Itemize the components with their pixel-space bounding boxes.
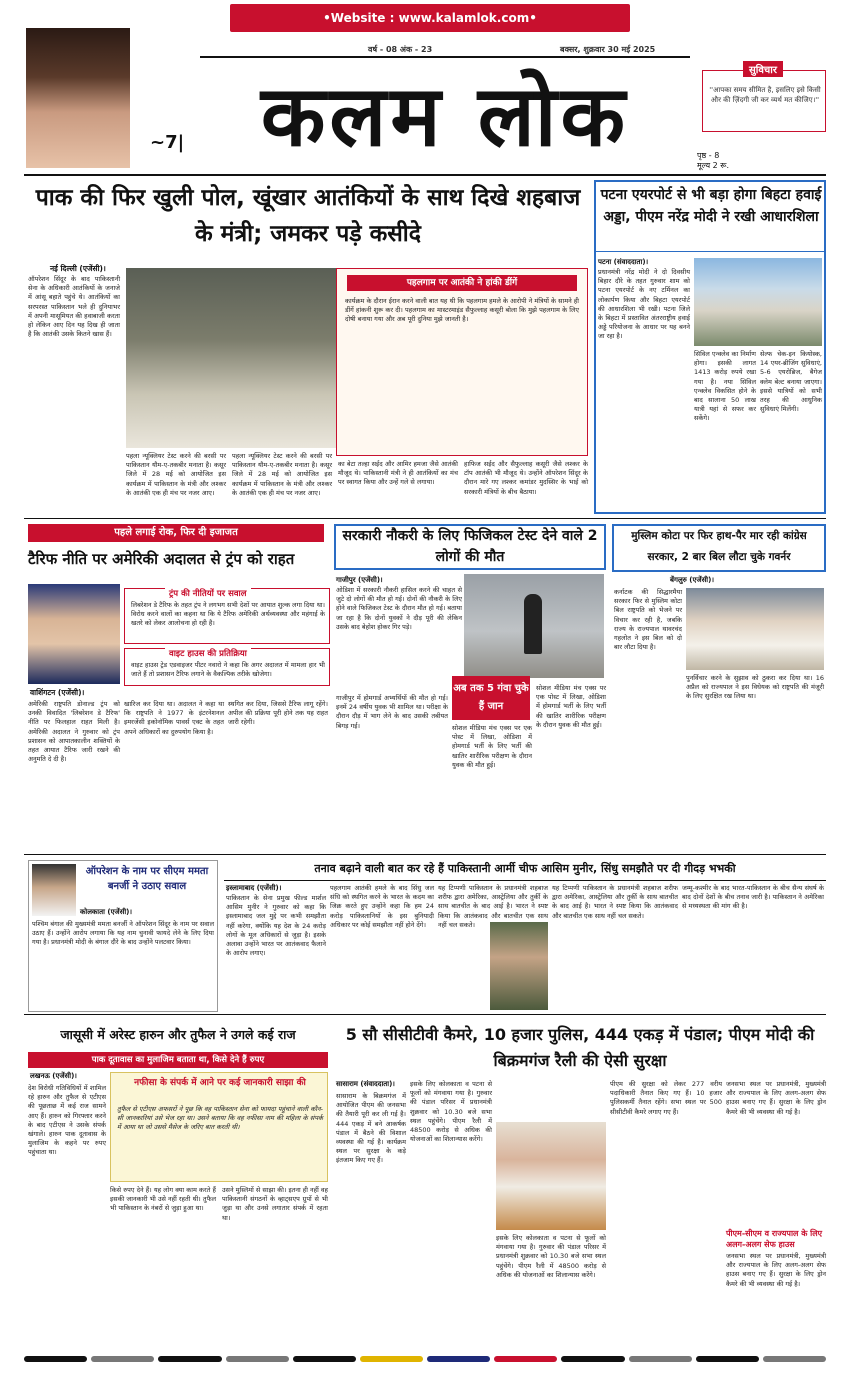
- munir-photo: [490, 922, 548, 1010]
- lead-headline[interactable]: पाक की फिर खुली पोल, खूंखार आतंकियों के साथ दिखे शहबाज के मंत्री; जमकर पड़े कसीदे: [35, 185, 581, 247]
- physical-dateline: गाजीपुर (एजेंसी)।: [336, 576, 383, 584]
- munir-text-2: पहलगाम आतंकी हमले के बाद सिंधु जल संधि को स्थगित करने के भारत के कदम का जिक्र करते हुए उन्होंने कहा कि हम 24 करोड़ पाकिस्तानियों के इस बुनियादी अधिकार पर कोई समझौता नहीं होने देंगे।: [330, 884, 434, 929]
- spy-text: देश विरोधी गतिविधियों में शामिल रहे हारुन और तुफैल से एटीएस की पूछताछ में कई राज सामने आए हैं। हारुन को गिरफ्तार करने के बाद एटीएस ने उसके संपर्क खंगाले। हारुन पाक दूतावास के मुलाजिम के कहने पर रुपए पहुंचाता था।: [28, 1084, 106, 1157]
- lead-col-1: पहला न्यूक्लियर टेस्ट करने की बरसी पर पाकिस्तान यौम-ए-तकबीर मनाता है। कसूर जिले में 28 मई को आयोजित इस कार्यक्रम में पाकिस्तान के मंत्री और लश्कर के आतंकी एक ही मंच पर नजर आए।: [126, 452, 226, 497]
- tariff-box-1-text: लिबरेशन डे टैरिफ के तहत ट्रंप ने लगभग सभी देशों पर आयात शुल्क लगा दिया था। विरोध करने वालों का कहना था कि ये टैरिफ अमेरिकी अर्थव्यवस्था और महंगाई के खतरे को लेकर आलोचना हो रही है।: [131, 601, 325, 628]
- spy-kicker: पाक दूतावास का मुलाजिम बताता था, किसे देने हैं रुपए: [28, 1052, 328, 1068]
- spy-box-title: नफीसा के संपर्क में आने पर कई जानकारी साझा की: [134, 1078, 306, 1088]
- airport-dateline: पटना (संवाददाता)।: [598, 258, 649, 266]
- airport-text-2: सिविल एन्क्लेव का निर्माण होगा। इसकी लागत 1413 करोड़ रुपये रखा गया है। नया सिविल एन्क्लेव विकसित होने के बाद सालाना 50 लाख यात्री यहां से सफर कर सकेंगे।: [694, 350, 756, 423]
- rally-box-title: पीएम-सीएम व राज्यपाल के लिए अलग-अलग सेफ हाउस: [726, 1229, 823, 1249]
- physical-text: ओडिशा में सरकारी नौकरी हासिल करने की चाहत से जुटे दो लोगों की मौत हो गई। दोनों की नौकरी के लिए होने वाले फिजिकल टेस्ट के दौरान मौत हो गई। बताया जा रहा है कि दोनों युवकों ने दौड़ पूरी की लेकिन उसके बाद बेहोश होकर गिर पड़े।: [336, 586, 462, 631]
- rule-1: [24, 518, 826, 519]
- rally-headline[interactable]: 5 सौ सीसीटीवी कैमरे, 10 हजार पुलिस, 444 एकड़ में पंडाल; पीएम मोदी की बिक्रमगंज रैली की ऐसी सुरक्षा: [345, 1025, 815, 1070]
- website-banner[interactable]: •Website : www.kalamlok.com•: [230, 4, 630, 32]
- rule-2: [24, 854, 826, 855]
- congress-headline[interactable]: मुस्लिम कोटा पर फिर हाथ-पैर मार रही कांग्रेस सरकार, 2 बार बिल लौटा चुके गवर्नर: [631, 530, 807, 563]
- runner-figure: [524, 594, 542, 654]
- mamata-headline[interactable]: ऑपरेशन के नाम पर सीएम ममता बनर्जी ने उठाए सवाल: [85, 866, 209, 892]
- physical-text-4: सोशल मीडिया मंच एक्स पर एक पोस्ट में लिखा, ओडिशा में होमगार्ड भर्ती के लिए भर्ती की खातिर शारीरिक परीक्षण के दौरान युवक की मौत हुई।: [452, 724, 532, 769]
- tariff-headline[interactable]: टैरिफ नीति पर अमेरिकी अदालत से ट्रंप को राहत: [28, 550, 295, 568]
- tariff-box-2-title: वाइट हाउस की प्रतिक्रिया: [165, 648, 251, 659]
- rally-box-text: जनसभा स्थल पर प्रधानमंत्री, मुख्यमंत्री और राज्यपाल के लिए अलग-अलग सेफ हाउस बनाए गए हैं। सुरक्षा के लिए ड्रोन कैमरे की भी व्यवस्था की गई है।: [726, 1252, 826, 1288]
- lead-col-3: का बेटा तल्हा सईद और आमिर हमजा जैसे आतंकी मौजूद थे। पाकिस्तानी मंत्री ने ही आतंकियों का मंच पर स्वागत किया और उन्हें गले से लगाया।: [338, 460, 458, 487]
- munir-text-5: जम्मू-कश्मीर के बाद भारत-पाकिस्तान के बीच सैन्य संघर्ष के बाद दोनों देशों के बीच तनाव जारी है। पाकिस्तान ने अमेरिका से मध्यस्थता की मांग की है।: [682, 884, 824, 911]
- tariff-text-3: स्थगित कर दिया, जिससे टैरिफ लागू रहेंगे। अपील की प्रक्रिया पूरी होने तक यह राहत जारी रहेगी।: [228, 700, 328, 727]
- airport-headline-panel: [594, 180, 826, 252]
- suvichar-text: ''आपका समय सीमित है, इसलिए इसे किसी और की ज़िंदगी जी कर व्यर्थ मत कीजिए।'': [709, 86, 821, 104]
- tariff-box-2-text: वाइट हाउस ट्रेड एडवाइजर पीटर नवारो ने कहा कि अगर अदालत में मामला हार भी जाते हैं तो प्रशासन टैरिफ लगाने के वैकल्पिक तरीके खोजेगा।: [131, 661, 325, 679]
- runner-photo: [464, 574, 604, 678]
- lead-box-text: कार्यक्रम के दौरान ईरान करने वाली बात यह थी कि पहलगाम हमले के आरोपी ने मंत्रियों के सामने ही डींगें हांकनी शुरू कर दी। पहलगाम का मास्टरमाइंड सैफुल्लाह कसूरी बोला कि मुझे पहलगाम के लिए दोषी बनाया गया और अब पूरी दुनिया मुझे जानती है।: [345, 297, 579, 324]
- rule-3: [24, 1014, 826, 1015]
- airport-text: प्रधानमंत्री नरेंद्र मोदी ने दो दिवसीय बिहार दौरे के तहत गुरुवार शाम को पटना एयरपोर्ट के नए टर्मिनल का लोकार्पण किया और बिहटा एयरपोर्ट की आधारशिला भी रखी। पटना जिले के बिहटा में प्रस्तावित अंतरराष्ट्रीय हवाई अड्डे परियोजना के आधार पर यह बनने जा रहा है।: [598, 268, 690, 341]
- page-number: पृष्ठ - 8: [697, 151, 720, 160]
- city-date: बक्सर, शुक्रवार 30 मई 2025: [560, 45, 656, 54]
- lead-col-2: पहला न्यूक्लियर टेस्ट करने की बरसी पर पाकिस्तान यौम-ए-तकबीर मनाता है। कसूर जिले में 28 मई को आयोजित इस कार्यक्रम में पाकिस्तान के मंत्री और लश्कर के आतंकी एक ही मंच पर नजर आए।: [232, 452, 332, 497]
- spy-headline[interactable]: जासूसी में अरेस्ट हारुन और तुफैल ने उगले कई राज: [60, 1027, 296, 1042]
- munir-text: पाकिस्तान के सेना प्रमुख फील्ड मार्शल आसिम मुनीर ने गुरुवार को कहा कि इस्लामाबाद जल मुद्दे पर कभी समझौता नहीं करेगा, क्योंकि यह देश के 24 करोड़ लोगों के मूल अधिकारों से जुड़ा है। इसके अलावा उन्होंने भारत पर आतंकवाद फैलाने के आरोप लगाए।: [226, 894, 326, 958]
- munir-text-3: यह टिप्पणी पाकिस्तान के प्रधानमंत्री शहबाज शरीफ द्वारा अमेरिका, आस्ट्रेलिया और तुर्की के साथ बातचीत के बाद आई है। भारत ने स्पष्ट किया कि आतंकवाद और बातचीत एक साथ नहीं चल सकते।: [438, 884, 548, 929]
- spy-text-3: उसने मुस्लिमों से साझा की। इतना ही नहीं वह पाकिस्तानी संगठनों के व्हाट्सएप ग्रुपों से भी जुड़ा था और उनसे लगातार संपर्क में रहता था।: [222, 1186, 328, 1222]
- tariff-box-2: [124, 648, 330, 686]
- lead-box: [336, 268, 588, 456]
- mamata-text: पश्चिम बंगाल की मुख्यमंत्री ममता बनर्जी ने ऑपरेशन सिंदूर के नाम पर सवाल उठाए हैं। उन्होंने आरोप लगाया कि यह नाम चुनावी फायदे लेने के लिए दिया गया है। प्रधानमंत्री मोदी के बंगाल दौरे के बाद उन्होंने पलटवार किया।: [32, 920, 214, 947]
- lead-box-title: पहलगाम पर आतंकी ने हांकी डींगें: [347, 275, 577, 291]
- spy-box-text: तुफैल से एटीएस अफसरों ने पूछ कि वह पाकिस्तान सेना को फायदा पहुंचाने वाली कौन-सी जानकारियां उसे भेज रहा था। उसने बताया कि वह नफीसा नाम की महिला के संपर्क में आया था जो उससे मैसेज के जरिए बात करती थी।: [117, 1105, 323, 1132]
- trump-photo: [28, 584, 120, 684]
- spy-dateline: लखनऊ (एजेंसी)।: [30, 1072, 77, 1080]
- mamata-dateline: कोलकाता (एजेंसी)।: [80, 908, 133, 916]
- physical-text-2: गाजीपुर में होमगार्ड अभ्यर्थियों की मौत हो गई। इनमें 24 वर्षीय युवक भी शामिल था। परीक्षा के दौरान दौड़ में भाग लेने के बाद उसकी तबीयत बिगड़ गई।: [336, 694, 448, 730]
- rally-text: सासाराम के बिक्रमगंज में आयोजित पीएम की जनसभा की तैयारी पूरी कर ली गई है। 444 एकड़ में बने आकर्षक पंडाल में बैठने की विशाल व्यवस्था की गई है। कार्यक्रम स्थल पर सुरक्षा के कड़े इंतजाम किए गए हैं।: [336, 1092, 406, 1165]
- header-model-photo: [26, 28, 130, 168]
- congress-dateline: बेंगलुरु (एजेंसी)।: [670, 576, 714, 584]
- footer-color-bar: [24, 1356, 826, 1364]
- masthead-page-arrow: ~7|: [150, 132, 185, 153]
- rally-text-2: इसके लिए कोलकाता व पटना से फूलों को मंगवाया गया है। गुरुवार की पंडाल परिसर में प्रधानमंत्री शुक्रवार को 10.30 बजे सभा स्थल पहुंचेंगे। पीएम रैली में 48500 करोड़ से अधिक की योजनाओं का शिलान्यास करेंगे।: [410, 1080, 492, 1144]
- header-bottom-rule: [24, 174, 826, 176]
- munir-rule: [224, 880, 826, 881]
- suvichar-box: [702, 65, 826, 132]
- rally-text-4: इसके लिए कोलकाता व पटना से फूलों को मंगवाया गया है। गुरुवार की पंडाल परिसर में प्रधानमंत्री शुक्रवार को 10.30 बजे सभा स्थल पहुंचेंगे। पीएम रैली में 48500 करोड़ से अधिक की योजनाओं का शिलान्यास करेंगे।: [496, 1234, 606, 1279]
- spy-text-2: किसे रुपए देने हैं। यह लोग क्या काम करते हैं इसकी जानकारी भी उसे नहीं रहती थी। तुफैल भी पाकिस्तान के नंबरों से जुड़ा हुआ था।: [110, 1186, 216, 1213]
- rally-text-3: पीएम की सुरक्षा को लेकर 277 वरीय पदाधिकारी तैनात किए गए हैं। 10 हजार पुलिसकर्मी तैनात रहेंगे। सभा स्थल पर 500 सीसीटीवी कैमरे लगाए गए हैं।: [610, 1080, 722, 1116]
- tariff-box-1-title: ट्रंप की नीतियों पर सवाल: [165, 588, 251, 599]
- lead-intro: ऑपरेशन सिंदूर के बाद पाकिस्तानी सेना के अधिकारी आतंकियों के जनाजे में आंसू बहाते पहुंचे थे। आतंकियों का सरपरस्त पाकिस्तान भले ही दुनियाभर में अपनी मासूमियत की हवाबाजी करता हो लेकिन आए दिन यह दिख ही जाता है कि आतंकी उसके कितने खास हैं।: [28, 275, 120, 339]
- tariff-dateline: वाशिंगटन (एजेंसी)।: [30, 688, 85, 697]
- masthead-title[interactable]: कलम लोक: [260, 66, 630, 165]
- tariff-box-1: [124, 588, 330, 644]
- tariff-text: अमेरिकी राष्ट्रपति डोनाल्ड ट्रंप को उनकी विवादित 'लिबरेशन डे टैरिफ' नीति पर फिलहाल राहत मिली है। अमेरिकी अदालत ने गुरुवार को ट्रंप प्रशासन को आपातकालीन शक्तियों के तहत आयात टैरिफ जारी रखने की अनुमति दे दी है।: [28, 700, 120, 764]
- rally-dateline: सासाराम (संवाददाता)।: [336, 1080, 395, 1088]
- physical-text-3: सोशल मीडिया मंच एक्स पर एक पोस्ट में लिखा, ओडिशा में होमगार्ड भर्ती के लिए भर्ती की खातिर शारीरिक परीक्षण के दौरान युवक की मौत हुई।: [536, 684, 606, 729]
- rally-text-5: जनसभा स्थल पर प्रधानमंत्री, मुख्यमंत्री और राज्यपाल के लिए अलग-अलग सेफ हाउस बनाए गए हैं। सुरक्षा के लिए ड्रोन कैमरे की भी व्यवस्था की गई है।: [726, 1080, 826, 1116]
- munir-headline[interactable]: तनाव बढ़ाने वाली बात कर रहे हैं पाकिस्तानी आर्मी चीफ आसिम मुनीर, सिंधु समझौते पर दी गीदड़ भभकी: [314, 862, 736, 875]
- modi-rally-photo: [496, 1122, 606, 1230]
- congress-text: कर्नाटक की सिद्धारमैया सरकार फिर से मुस्लिम कोटा बिल राष्ट्रपति को भेजने पर विचार कर रही है, जबकि राज्य के राज्यपाल थावरचंद गहलोत ने इस बिल को दो बार लौटा दिया है।: [614, 588, 682, 652]
- tariff-kicker: पहले लगाई रोक, फिर दी इजाजत: [28, 524, 324, 542]
- volume-issue: वर्ष - 08 अंक - 23: [368, 45, 433, 54]
- spy-box: [110, 1072, 328, 1182]
- munir-text-4: यह टिप्पणी पाकिस्तान के प्रधानमंत्री शहबाज शरीफ द्वारा अमेरिका, आस्ट्रेलिया और तुर्की के साथ बातचीत के बाद आई है। भारत ने स्पष्ट किया कि आतंकवाद और बातचीत एक साथ नहीं चल सकते।: [552, 884, 678, 920]
- siddaramaiah-photo: [686, 588, 824, 670]
- physical-headline[interactable]: सरकारी नौकरी के लिए फिजिकल टेस्ट देने वाले 2 लोगों की मौत: [342, 528, 598, 565]
- lead-col-4: हाफिज सईद और सैफुल्लाह कसूरी जैसे लश्कर के टॉप आतंकी भी मौजूद थे। उन्होंने ऑपरेशन सिंदूर के दौरान मारे गए लश्कर कमांडर मुदस्सिर के भाई को सरकारी मंत्रियों के बीच बैठाया।: [464, 460, 588, 496]
- physical-callout: [452, 676, 530, 720]
- airport-text-3: सेल्फ चेक-इन कियोस्क, 14 एयर-ब्रीजिंग सुविधाएं, 5-6 एयरोब्रिज, बैगेज क्लेम बेल्ट बनाया जाएगा। इससे यात्रियों को सभी तरह की आधुनिक सुविधाएं मिलेंगी।: [760, 350, 822, 414]
- mamata-photo: [32, 864, 76, 916]
- price: मूल्य 2 रू.: [697, 161, 730, 170]
- munir-dateline: इस्लामाबाद (एजेंसी)।: [226, 884, 282, 892]
- lead-dateline: नई दिल्ली (एजेंसी)।: [50, 264, 106, 273]
- suvichar-title: सुविचार: [743, 61, 783, 77]
- tariff-text-2: खारिज कर दिया था। अदालत ने कहा था कि राष्ट्रपति ने 1977 के इंटरनेशनल इमरजेंसी इकोनॉमिक पावर्स एक्ट के तहत अपने अधिकारों का दुरुपयोग किया है।: [124, 700, 224, 736]
- airport-headline[interactable]: पटना एयरपोर्ट से भी बड़ा होगा बिहटा हवाई अड्डा, पीएम नरेंद्र मोदी ने रखी आधारशिला: [600, 187, 822, 225]
- congress-text-2: पुनर्विचार करने के सुझाव को ठुकरा कर दिया था। 16 अप्रैल को राज्यपाल ने इस विधेयक को राष्ट्रपति की मंजूरी के लिए सुरक्षित रख लिया था।: [686, 674, 824, 701]
- physical-callout-text: अब तक 5 गंवा चुके हैं जान: [453, 683, 529, 712]
- airport-render-photo: [694, 258, 822, 346]
